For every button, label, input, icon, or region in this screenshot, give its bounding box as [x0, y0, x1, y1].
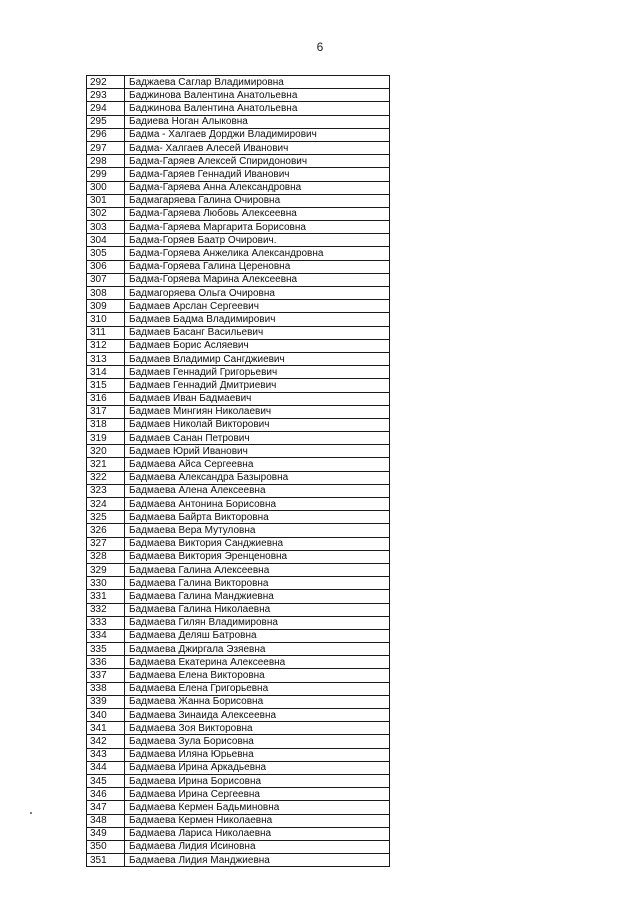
table-row — [87, 300, 390, 313]
table-row — [87, 550, 390, 563]
table-row — [87, 603, 390, 616]
row-number: 293 — [87, 89, 125, 102]
row-number: 308 — [87, 287, 125, 300]
person-name: Бадма-Горяева Марина Алексеевна — [125, 273, 390, 286]
row-number: 307 — [87, 273, 125, 286]
table-row — [87, 273, 390, 286]
table-row — [87, 511, 390, 524]
table-row — [87, 524, 390, 537]
row-number: 314 — [87, 366, 125, 379]
table-row — [87, 141, 390, 154]
table-row — [87, 774, 390, 787]
row-number: 303 — [87, 221, 125, 234]
row-number: 338 — [87, 682, 125, 695]
person-name: Бадмаева Галина Николаевна — [125, 603, 390, 616]
row-number: 312 — [87, 339, 125, 352]
person-name: Баджинова Валентина Анатольевна — [125, 89, 390, 102]
person-name: Бадма-Гаряев Геннадий Иванович — [125, 168, 390, 181]
person-name: Бадмаева Байрта Викторовна — [125, 511, 390, 524]
person-name: Бадмаев Иван Бадмаевич — [125, 392, 390, 405]
row-number: 320 — [87, 445, 125, 458]
table-row — [87, 432, 390, 445]
person-name: Бадмаев Бадма Владимирович — [125, 313, 390, 326]
person-name: Бадмаева Елена Викторовна — [125, 669, 390, 682]
person-name: Бадма-Гаряев Алексей Спиридонович — [125, 155, 390, 168]
row-number: 324 — [87, 498, 125, 511]
row-number: 341 — [87, 722, 125, 735]
row-number: 299 — [87, 168, 125, 181]
person-name: Бадмаев Басанг Васильевич — [125, 326, 390, 339]
person-name: Бадиева Ноган Алыковна — [125, 115, 390, 128]
person-name: Бадмагаряева Галина Очировна — [125, 194, 390, 207]
person-name: Бадмаев Борис Асляевич — [125, 339, 390, 352]
row-number: 342 — [87, 735, 125, 748]
row-number: 350 — [87, 840, 125, 853]
row-number: 304 — [87, 234, 125, 247]
table-row — [87, 801, 390, 814]
row-number: 316 — [87, 392, 125, 405]
table-row — [87, 458, 390, 471]
row-number: 302 — [87, 207, 125, 220]
person-name: Бадмаева Вера Мутуловна — [125, 524, 390, 537]
table-row — [87, 418, 390, 431]
row-number: 318 — [87, 418, 125, 431]
table-row — [87, 89, 390, 102]
table-row — [87, 722, 390, 735]
table-row — [87, 854, 390, 867]
person-name: Бадма-Горяева Галина Цереновна — [125, 260, 390, 273]
roster-body — [87, 76, 390, 867]
row-number: 301 — [87, 194, 125, 207]
table-row — [87, 629, 390, 642]
table-row — [87, 537, 390, 550]
person-name: Бадма-Гаряева Маргарита Борисовна — [125, 221, 390, 234]
row-number: 323 — [87, 484, 125, 497]
table-row — [87, 260, 390, 273]
person-name: Баджаева Саглар Владимировна — [125, 76, 390, 89]
table-row — [87, 709, 390, 722]
page-number: 6 — [316, 40, 324, 54]
row-number: 331 — [87, 590, 125, 603]
row-number: 348 — [87, 814, 125, 827]
table-row — [87, 563, 390, 576]
table-row — [87, 484, 390, 497]
row-number: 310 — [87, 313, 125, 326]
row-number: 333 — [87, 616, 125, 629]
row-number: 311 — [87, 326, 125, 339]
table-row — [87, 76, 390, 89]
table-row — [87, 577, 390, 590]
table-row — [87, 590, 390, 603]
person-name: Бадмаева Кермен Николаевна — [125, 814, 390, 827]
person-name: Баджинова Валентина Анатольевна — [125, 102, 390, 115]
row-number: 334 — [87, 629, 125, 642]
table-row — [87, 234, 390, 247]
table-row — [87, 339, 390, 352]
person-name: Бадмаева Деляш Батровна — [125, 629, 390, 642]
table-row — [87, 827, 390, 840]
row-number: 309 — [87, 300, 125, 313]
row-number: 329 — [87, 563, 125, 576]
table-row — [87, 366, 390, 379]
table-row — [87, 405, 390, 418]
person-name: Бадмаев Мингиян Николаевич — [125, 405, 390, 418]
table-row — [87, 326, 390, 339]
person-name: Бадма-Горяева Анжелика Александровна — [125, 247, 390, 260]
row-number: 295 — [87, 115, 125, 128]
table-row — [87, 616, 390, 629]
table-row — [87, 155, 390, 168]
person-name: Бадмаева Алена Алексеевна — [125, 484, 390, 497]
table-row — [87, 748, 390, 761]
person-name: Бадмаев Санан Петрович — [125, 432, 390, 445]
row-number: 298 — [87, 155, 125, 168]
table-row — [87, 168, 390, 181]
person-name: Бадмаева Жанна Борисовна — [125, 695, 390, 708]
row-number: 328 — [87, 550, 125, 563]
row-number: 325 — [87, 511, 125, 524]
table-row — [87, 445, 390, 458]
person-name: Бадмаева Виктория Санджиевна — [125, 537, 390, 550]
person-name: Бадмаева Ирина Сергеевна — [125, 788, 390, 801]
person-name: Бадмаева Зоя Викторовна — [125, 722, 390, 735]
table-row — [87, 735, 390, 748]
row-number: 351 — [87, 854, 125, 867]
person-name: Бадмаева Зула Борисовна — [125, 735, 390, 748]
table-row — [87, 669, 390, 682]
person-name: Бадмаева Гилян Владимировна — [125, 616, 390, 629]
row-number: 297 — [87, 141, 125, 154]
person-name: Бадмаева Елена Григорьевна — [125, 682, 390, 695]
row-number: 315 — [87, 379, 125, 392]
person-name: Бадмаева Джиргала Эзяевна — [125, 643, 390, 656]
person-name: Бадмаева Лидия Манджиевна — [125, 854, 390, 867]
person-name: Бадмаева Антонина Борисовна — [125, 498, 390, 511]
row-number: 327 — [87, 537, 125, 550]
table-row — [87, 287, 390, 300]
table-row — [87, 194, 390, 207]
row-number: 346 — [87, 788, 125, 801]
table-row — [87, 128, 390, 141]
table-row — [87, 471, 390, 484]
table-row — [87, 788, 390, 801]
row-number: 340 — [87, 709, 125, 722]
row-number: 322 — [87, 471, 125, 484]
person-name: Бадмаева Виктория Эренценовна — [125, 550, 390, 563]
row-number: 336 — [87, 656, 125, 669]
row-number: 319 — [87, 432, 125, 445]
table-row — [87, 207, 390, 220]
row-number: 321 — [87, 458, 125, 471]
person-name: Бадмаева Галина Алексеевна — [125, 563, 390, 576]
person-name: Бадмаев Геннадий Дмитриевич — [125, 379, 390, 392]
scan-speck — [30, 812, 32, 814]
person-name: Бадмаева Екатерина Алексеевна — [125, 656, 390, 669]
row-number: 296 — [87, 128, 125, 141]
table-row — [87, 840, 390, 853]
person-name: Бадмаев Арслан Сергеевич — [125, 300, 390, 313]
table-row — [87, 695, 390, 708]
row-number: 326 — [87, 524, 125, 537]
person-name: Бадмаева Айса Сергеевна — [125, 458, 390, 471]
person-name: Бадмаев Владимир Сангджиевич — [125, 352, 390, 365]
table-row — [87, 643, 390, 656]
person-name: Бадма - Халгаев Дорджи Владимирович — [125, 128, 390, 141]
table-row — [87, 352, 390, 365]
table-row — [87, 313, 390, 326]
person-name: Бадмаев Юрий Иванович — [125, 445, 390, 458]
row-number: 339 — [87, 695, 125, 708]
person-name: Бадмаева Галина Викторовна — [125, 577, 390, 590]
row-number: 345 — [87, 774, 125, 787]
table-row — [87, 115, 390, 128]
row-number: 344 — [87, 761, 125, 774]
table-row — [87, 761, 390, 774]
table-row — [87, 102, 390, 115]
person-name: Бадма-Горяев Баатр Очирович. — [125, 234, 390, 247]
table-row — [87, 814, 390, 827]
person-name: Бадма-Гаряева Любовь Алексеевна — [125, 207, 390, 220]
row-number: 300 — [87, 181, 125, 194]
table-row — [87, 498, 390, 511]
table-row — [87, 379, 390, 392]
row-number: 337 — [87, 669, 125, 682]
person-name: Бадмаева Зинаида Алексеевна — [125, 709, 390, 722]
row-number: 306 — [87, 260, 125, 273]
person-name: Бадмаева Галина Манджиевна — [125, 590, 390, 603]
table-row — [87, 221, 390, 234]
person-name: Бадмаева Лидия Исиновна — [125, 840, 390, 853]
person-name: Бадмагоряева Ольга Очировна — [125, 287, 390, 300]
row-number: 313 — [87, 352, 125, 365]
table-row — [87, 392, 390, 405]
row-number: 332 — [87, 603, 125, 616]
person-name: Бадмаева Александра Базыровна — [125, 471, 390, 484]
person-name: Бадмаев Николай Викторович — [125, 418, 390, 431]
table-row — [87, 247, 390, 260]
row-number: 343 — [87, 748, 125, 761]
person-name: Бадмаева Ирина Аркадьевна — [125, 761, 390, 774]
person-name: Бадма- Халгаев Алесей Иванович — [125, 141, 390, 154]
person-name: Бадмаев Геннадий Григорьевич — [125, 366, 390, 379]
row-number: 292 — [87, 76, 125, 89]
roster-table — [86, 75, 390, 867]
person-name: Бадмаева Лариса Николаевна — [125, 827, 390, 840]
table-row — [87, 181, 390, 194]
row-number: 294 — [87, 102, 125, 115]
person-name: Бадмаева Ирина Борисовна — [125, 774, 390, 787]
row-number: 330 — [87, 577, 125, 590]
row-number: 317 — [87, 405, 125, 418]
table-row — [87, 682, 390, 695]
row-number: 349 — [87, 827, 125, 840]
row-number: 335 — [87, 643, 125, 656]
person-name: Бадмаева Иляна Юрьевна — [125, 748, 390, 761]
table-row — [87, 656, 390, 669]
person-name: Бадмаева Кермен Бадьминовна — [125, 801, 390, 814]
row-number: 305 — [87, 247, 125, 260]
person-name: Бадма-Гаряева Анна Александровна — [125, 181, 390, 194]
row-number: 347 — [87, 801, 125, 814]
